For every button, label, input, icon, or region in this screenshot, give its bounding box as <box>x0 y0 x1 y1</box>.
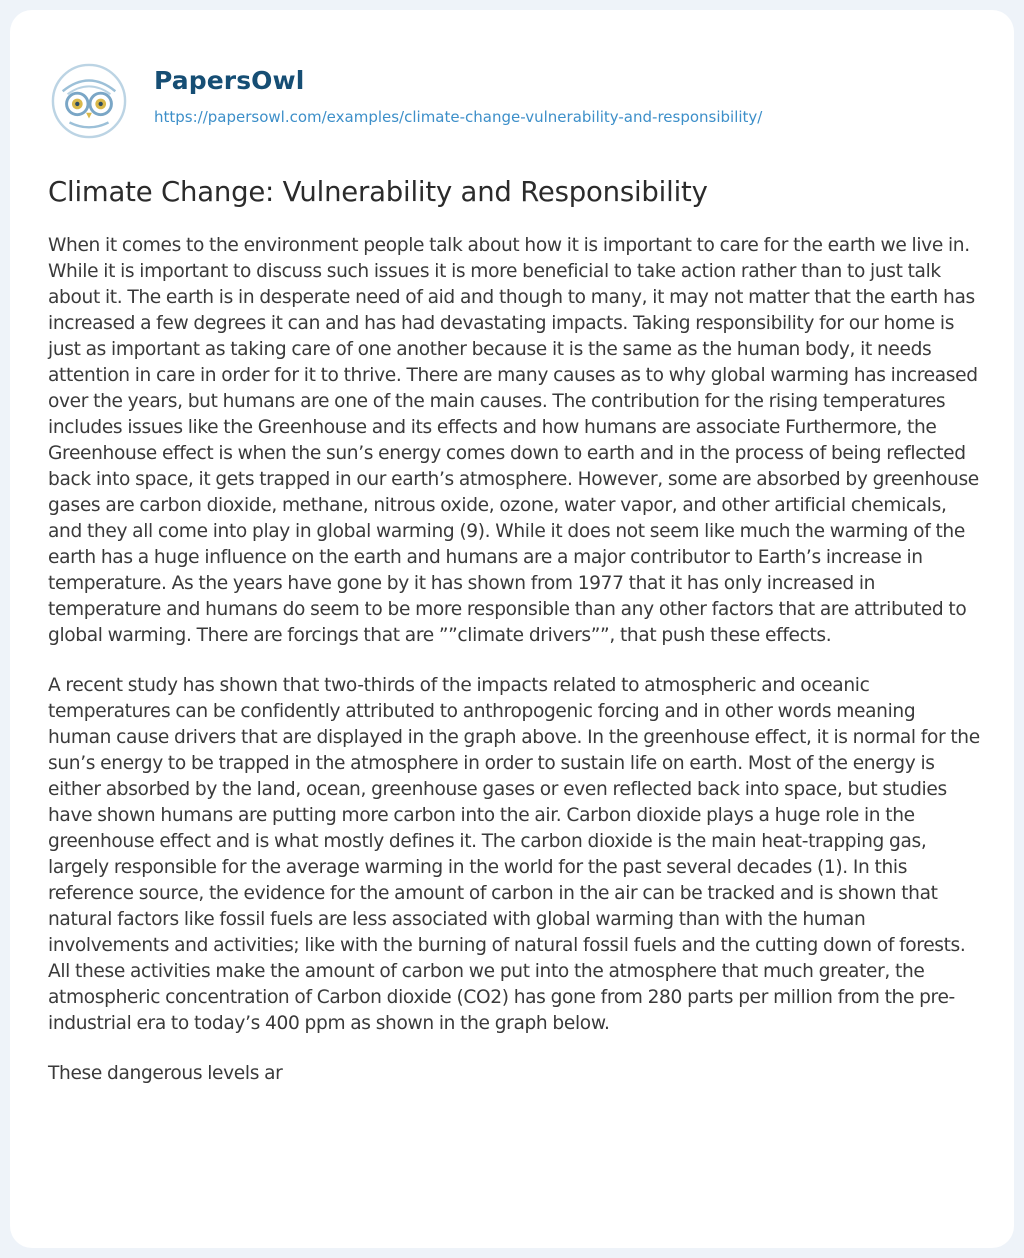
site-header <box>48 62 994 142</box>
paragraph: A recent study has shown that two-thirds of the impacts related to atmospheric and oceanic temperatures can be confidently attributed to anthropogenic forcing and in other words meaning human cause drivers that are displayed in the graph above. In the greenhouse effect, it is normal for the sun’s energy to be trapped in the atmosphere in order to sustain life on earth. Most of the energy is either absorbed by the land, ocean, greenhouse gases or even reflected back into space, but studies have shown humans are putting more carbon into the air. Carbon dioxide plays a huge role in the greenhouse effect and is what mostly defines it. The carbon dioxide is the main heat-trapping gas, largely responsible for the average warming in the world for the past several decades (1). In this reference source, the evidence for the amount of carbon in the air can be tracked and is shown that natural factors like fossil fuels are less associated with global warming than with the human involvements and activities; like with the burning of natural fossil fuels and the cutting down of forests. All these activities make the amount of carbon we put into the atmosphere that much greater, the atmospheric concentration of Carbon dioxide (CO2) has gone from 280 parts per million from the pre-industrial era to today’s 400 ppm as shown in the graph below. <box>48 675 980 1034</box>
article-title: Climate Change: Vulnerability and Responsibility <box>48 176 708 208</box>
paragraph: When it comes to the environment people talk about how it is important to care for the earth we live in. While it is important to discuss such issues it is more beneficial to take action rather than to just talk about it. The earth is in desperate need of aid and though to many, it may not matter that the earth has increased a few degrees it can and has had devastating impacts. Taking responsibility for our home is just as important as taking care of one another because it is the same as the human body, it needs attention in care in order for it to thrive. There are many causes as to why global warming has increased over the years, but humans are one of the main causes. The contribution for the rising temperatures includes issues like the Greenhouse and its effects and how humans are associate Furthermore, the Greenhouse effect is when the sun’s energy comes down to earth and in the process of being reflected back into space, it gets trapped in our earth’s atmosphere. However, some are absorbed by greenhouse gases are carbon dioxide, methane, nitrous oxide, ozone, water vapor, and other artificial chemicals, and they all come into play in global warming (9). While it does not seem like much the warming of the earth has a huge influence on the earth and humans are a major contributor to Earth’s increase in temperature. As the years have gone by it has shown from 1977 that it has only increased in temperature and humans do seem to be more responsible than any other factors that are attributed to global warming. There are forcings that are ””climate drivers””, that push these effects. <box>48 235 979 646</box>
page-url[interactable]: https://papersowl.com/examples/climate-change-vulnerability-and-responsibility/ <box>154 108 763 126</box>
document-page <box>10 10 1014 1248</box>
brand-name[interactable]: PapersOwl <box>154 66 305 95</box>
owl-logo-icon <box>50 62 128 140</box>
paragraph: These dangerous levels ar <box>48 1063 283 1084</box>
article-body <box>48 233 983 1111</box>
